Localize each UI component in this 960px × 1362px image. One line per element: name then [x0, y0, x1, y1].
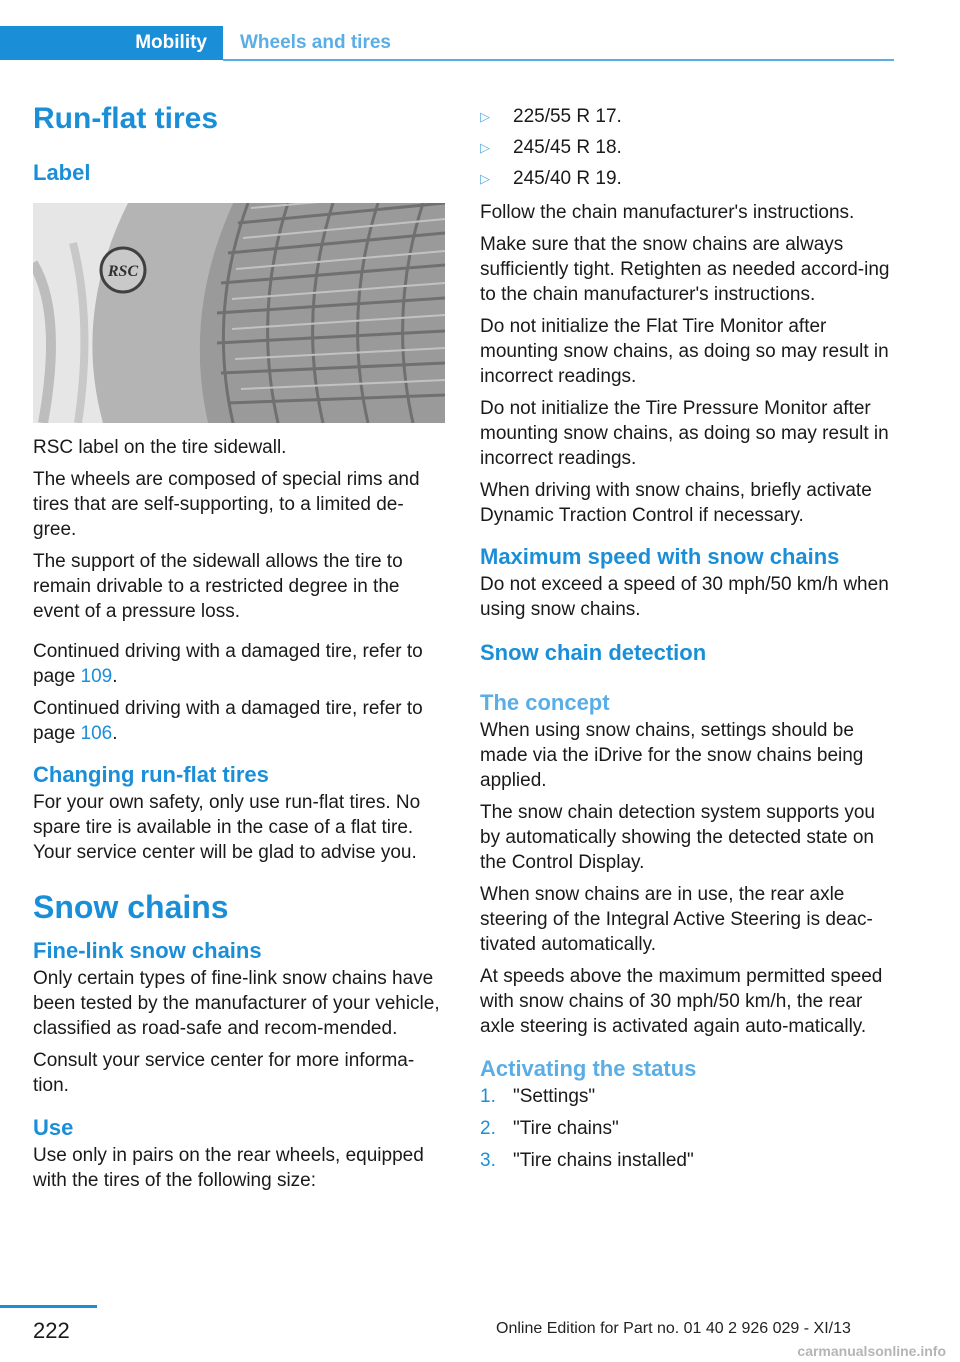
title-run-flat-tires: Run-flat tires — [33, 102, 219, 135]
step-item — [480, 1148, 895, 1173]
heading-snow-chain-detection: Snow chain detection — [480, 640, 707, 665]
triangle-bullet-icon: ▷ — [480, 140, 490, 155]
step-item — [480, 1116, 895, 1141]
paragraph-use: Use only in pairs on the rear wheels, equipped with the tires of the following size: — [33, 1145, 424, 1191]
edition-note: Online Edition for Part no. 01 40 2 926 029 - XI/13 — [496, 1320, 851, 1337]
heading-activating-status: Activating the status — [480, 1056, 697, 1081]
triangle-bullet-icon: ▷ — [480, 171, 490, 186]
header-divider — [223, 59, 894, 61]
page-number: 222 — [33, 1318, 70, 1343]
heading-fine-link: Fine-link snow chains — [33, 938, 262, 963]
list-item-size — [480, 166, 895, 191]
paragraph-continued-driving-2: Continued driving with a damaged tire, refer to page 106. — [33, 698, 423, 744]
section-tab-mobility[interactable]: Mobility — [0, 26, 223, 60]
paragraph-follow: Follow the chain manufacturer's instructions. — [480, 202, 855, 223]
paragraph-continued-driving-1: Continued driving with a damaged tire, refer to page 109. — [33, 641, 423, 687]
paragraph-concept-2: The snow chain detection system supports you by automatically showing the detected state on the Control Display. — [480, 802, 875, 873]
list-item-size — [480, 104, 895, 129]
paragraph-flat-tire-monitor: Do not initialize the Flat Tire Monitor after mounting snow chains, as doing so may result in incorrect readings. — [480, 316, 889, 387]
step-number: 1. — [480, 1086, 496, 1107]
header-bar — [0, 26, 894, 62]
heading-changing-run-flat: Changing run-flat tires — [33, 762, 269, 787]
step-number: 2. — [480, 1118, 496, 1139]
section-tab-wheels-and-tires[interactable]: Wheels and tires — [240, 32, 391, 53]
heading-maximum-speed: Maximum speed with snow chains — [480, 544, 840, 569]
step-text: "Tire chains" — [513, 1118, 619, 1139]
page-link-109[interactable]: 109 — [80, 666, 113, 687]
rsc-logo: RSC — [107, 263, 139, 280]
paragraph-concept-1: When using snow chains, settings should be made via the iDrive for the snow chains being applied. — [480, 720, 864, 791]
left-column — [33, 100, 445, 1193]
paragraph-tire-pressure-monitor: Do not initialize the Tire Pressure Monitor after mounting snow chains, as doing so may result in incorrect readings. — [480, 398, 889, 469]
paragraph-fine-link: Only certain types of fine-link snow chains have been tested by the manufacturer of your vehicle, classified as road-safe and recom-mended. — [33, 968, 440, 1039]
triangle-bullet-icon: ▷ — [480, 109, 490, 124]
heading-the-concept: The concept — [480, 690, 610, 715]
paragraph-tight: Make sure that the snow chains are always sufficiently tight. Retighten as needed accord-ing to the chain manufacturer's instructions. — [480, 234, 890, 305]
step-item — [480, 1084, 895, 1109]
right-column — [480, 104, 895, 1173]
reference-text: Continued driving with a damaged tire, refer to page — [33, 698, 423, 744]
paragraph-concept-3: When snow chains are in use, the rear axle steering of the Integral Active Steering is deac-tivated automatically. — [480, 884, 873, 955]
paragraph-maximum-speed: Do not exceed a speed of 30 mph/50 km/h when using snow chains. — [480, 574, 889, 620]
list-item-size — [480, 135, 895, 160]
paragraph-concept-4: At speeds above the maximum permitted speed with snow chains of 30 mph/50 km/h, the rear axle steering is activated again auto-matically. — [480, 966, 883, 1037]
step-number: 3. — [480, 1150, 496, 1171]
paragraph-consult: Consult your service center for more informa-tion. — [33, 1050, 415, 1096]
tire-size: 225/55 R 17. — [513, 106, 622, 127]
step-text: "Settings" — [513, 1086, 596, 1107]
paragraph-self-supporting: The wheels are composed of special rims and tires that are self-supporting, to a limited de-gree. — [33, 469, 420, 540]
footer-line — [0, 1305, 97, 1308]
tire-size: 245/45 R 18. — [513, 137, 622, 158]
tire-illustration — [33, 203, 445, 423]
heading-use: Use — [33, 1115, 74, 1140]
paragraph-dtc: When driving with snow chains, briefly activate Dynamic Traction Control if necessary. — [480, 480, 872, 526]
heading-label: Label — [33, 160, 91, 185]
step-text: "Tire chains installed" — [513, 1150, 694, 1171]
paragraph-sidewall-support: The support of the sidewall allows the tire to remain drivable to a restricted degree in the event of a pressure loss. — [33, 551, 403, 622]
reference-text: Continued driving with a damaged tire, refer to page — [33, 641, 423, 687]
watermark: carmanualsonline.info — [797, 1343, 946, 1359]
image-caption: RSC label on the tire sidewall. — [33, 437, 287, 458]
tire-size: 245/40 R 19. — [513, 168, 622, 189]
page-link-106[interactable]: 106 — [80, 723, 113, 744]
tire-sidewall-image — [33, 203, 445, 423]
paragraph-changing-run-flat: For your own safety, only use run-flat tires. No spare tire is available in the case of a flat tire. Your service center will be glad to advise you. — [33, 792, 421, 863]
heading-snow-chains: Snow chains — [33, 889, 229, 925]
